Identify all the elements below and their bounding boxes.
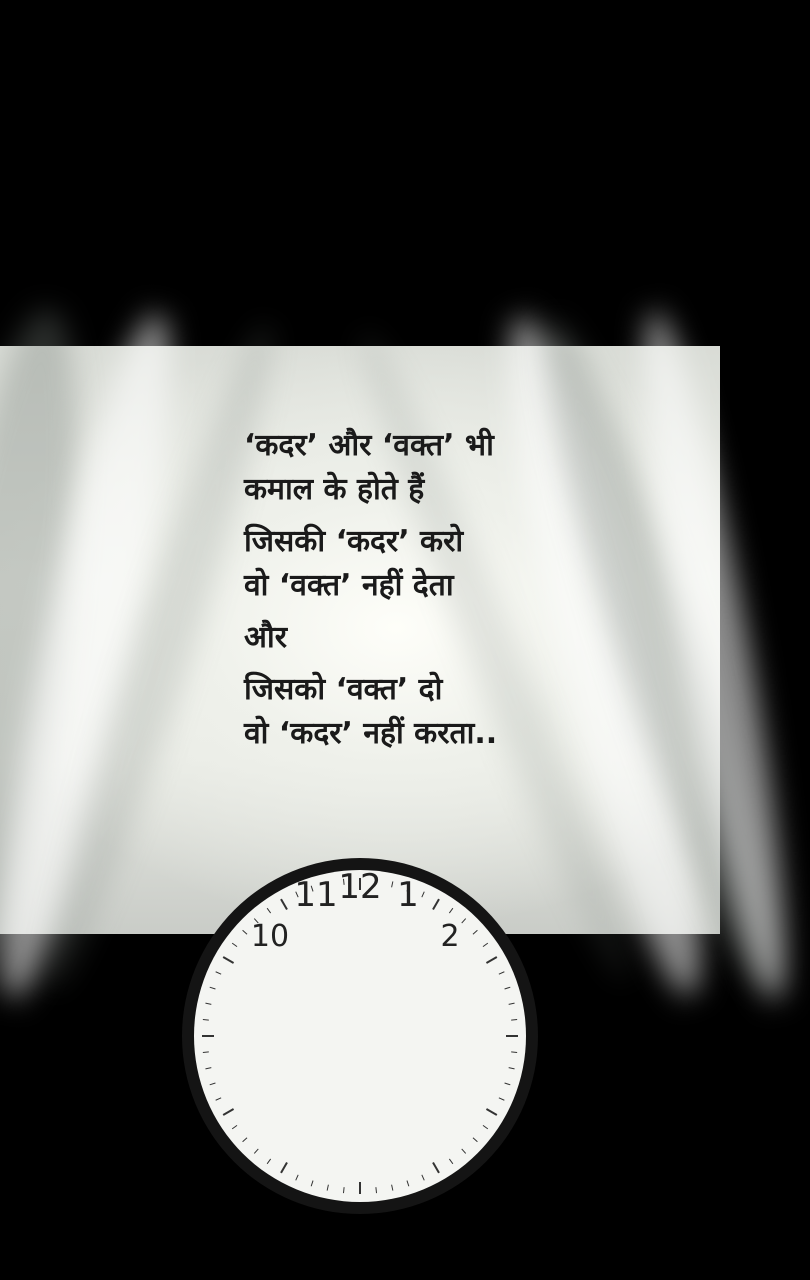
quote-line: जिसको ‘वक्त’ दो xyxy=(244,672,443,707)
quote-image xyxy=(0,346,720,954)
clock-numeral-partial: 2 xyxy=(440,919,460,954)
clock-illustration xyxy=(0,346,720,954)
quote-line: वो ‘वक्त’ नहीं देता xyxy=(244,568,454,603)
clock-tick xyxy=(511,1019,517,1020)
clock-face xyxy=(194,870,526,1202)
clock-numeral-1: 1 xyxy=(397,875,419,915)
clock-numeral-12: 12 xyxy=(338,867,382,907)
clock-tick xyxy=(203,1052,209,1053)
clock-tick xyxy=(511,1052,517,1053)
quote-line: जिसकी ‘कदर’ करो xyxy=(244,524,464,559)
quote-line: और xyxy=(244,620,287,655)
clock-numeral-partial: 10 xyxy=(250,919,290,954)
quote-line: वो ‘कदर’ नहीं करता.. xyxy=(244,716,498,751)
quote-line: ‘कदर’ और ‘वक्त’ भी xyxy=(244,428,494,463)
clock-tick xyxy=(376,1187,377,1193)
clock-tick xyxy=(203,1019,209,1020)
clock-numeral-11: 11 xyxy=(294,875,338,915)
clock-tick xyxy=(343,1187,344,1193)
quote-line: कमाल के होते हैं xyxy=(244,472,425,507)
